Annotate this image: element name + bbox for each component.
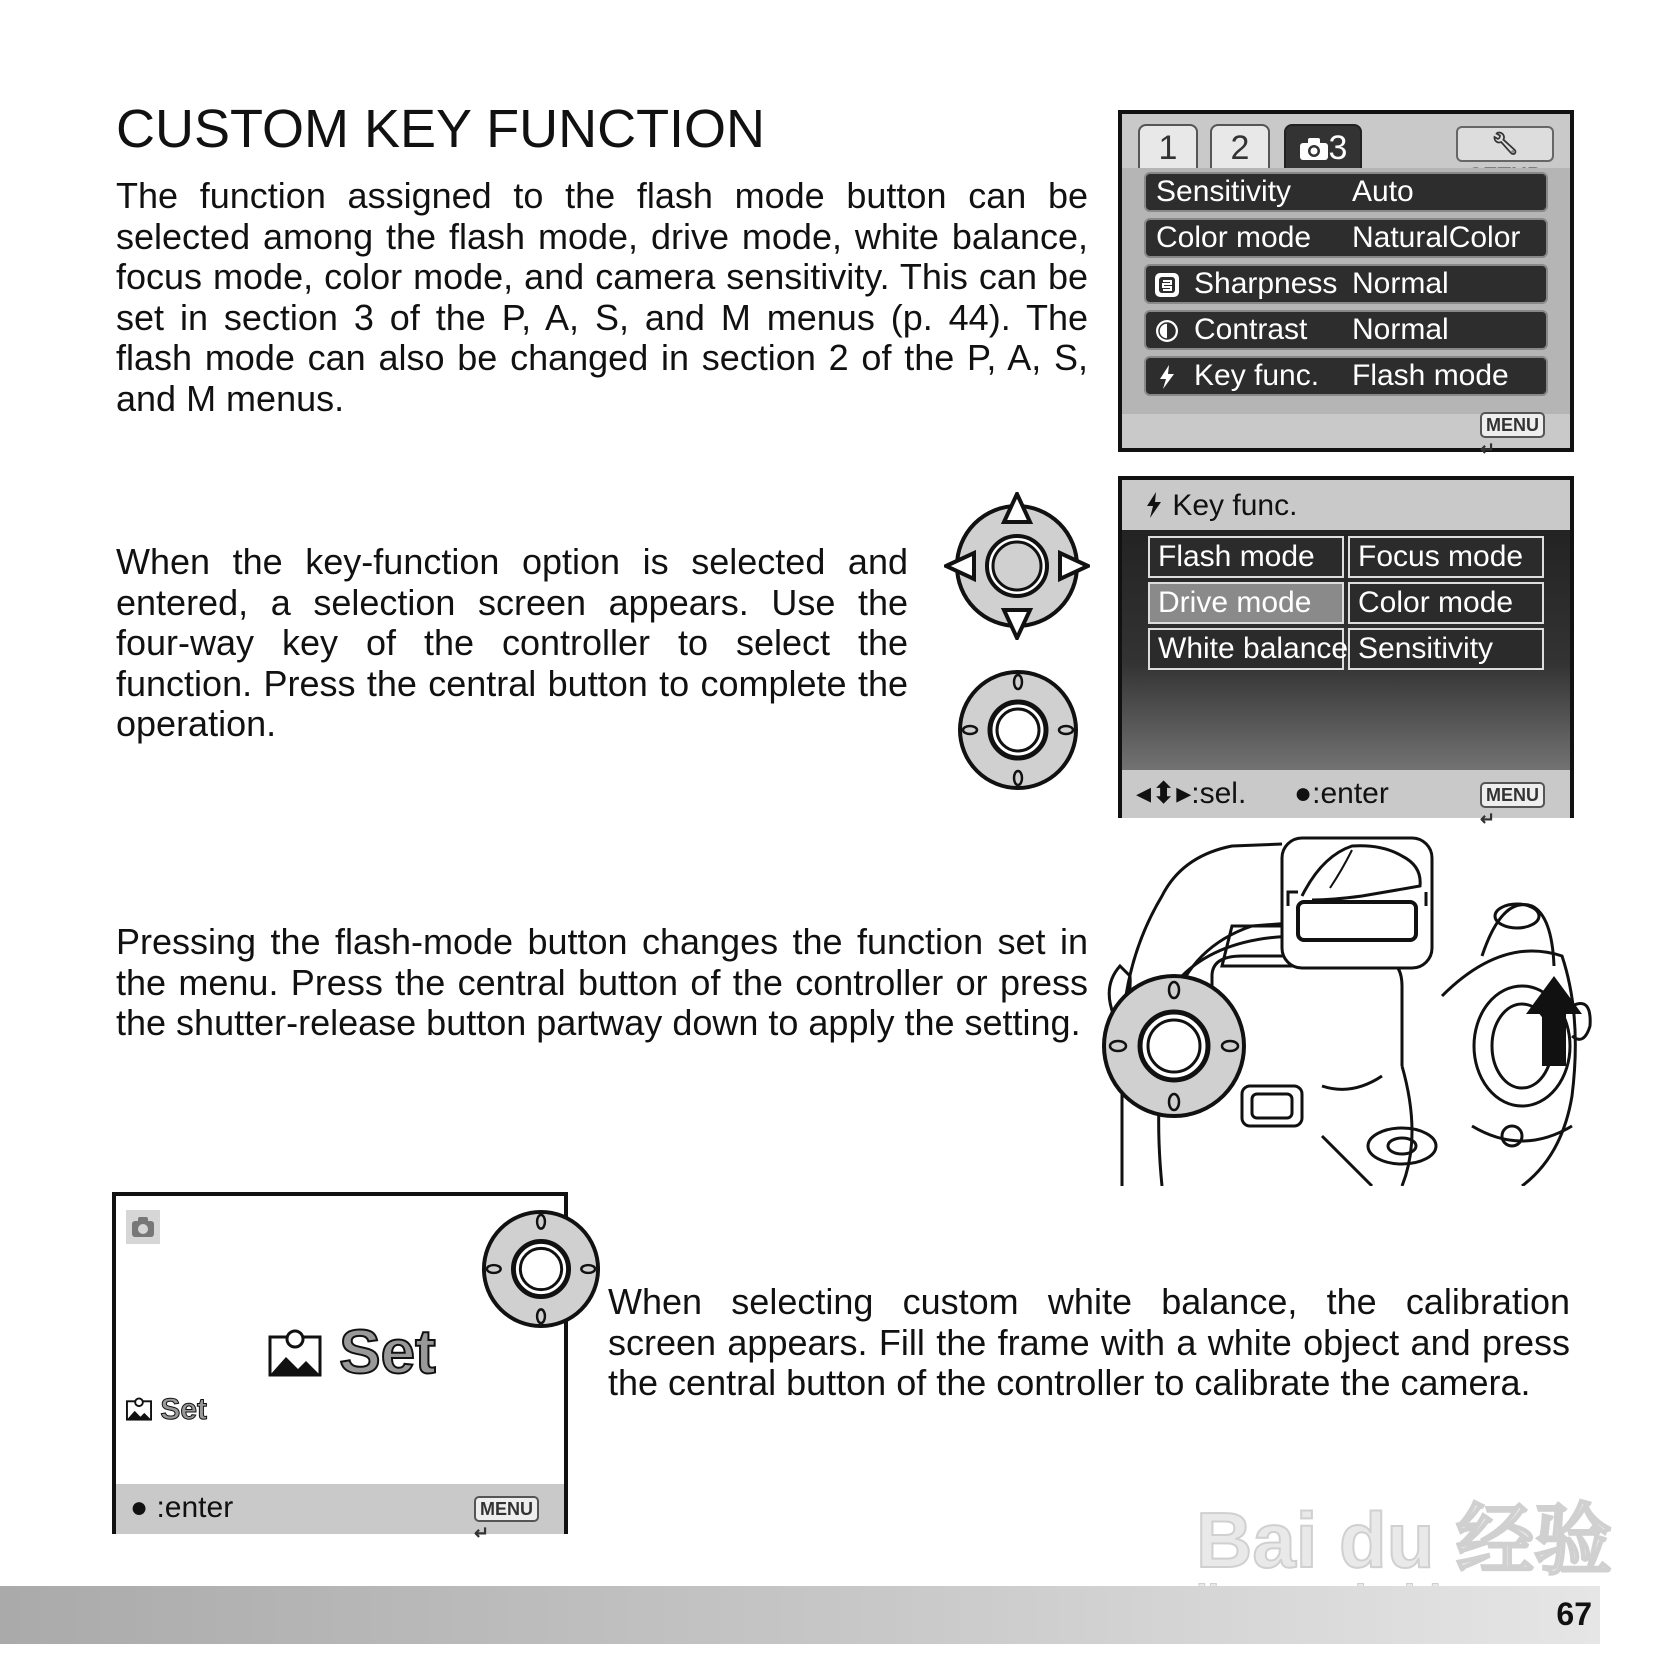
hint-select: ◂⬍▸:sel. bbox=[1136, 777, 1247, 810]
center-button-icon: ● bbox=[130, 1491, 149, 1524]
page-number: 67 bbox=[1556, 1596, 1592, 1632]
option-flash-mode[interactable]: Flash mode bbox=[1148, 536, 1344, 578]
option-focus-mode[interactable]: Focus mode bbox=[1348, 536, 1544, 578]
hint-enter: ●:enter bbox=[1294, 777, 1389, 810]
center-button-icon: ● bbox=[1294, 777, 1313, 810]
keyfunc-screen bbox=[1118, 476, 1574, 829]
camera-mode-icon bbox=[126, 1210, 160, 1244]
option-sensitivity[interactable]: Sensitivity bbox=[1348, 628, 1544, 670]
tab-3[interactable]: 3 bbox=[1284, 124, 1362, 168]
custom-wb-icon bbox=[268, 1329, 322, 1377]
wb-set-large: Set bbox=[268, 1318, 436, 1388]
menu-screen bbox=[1118, 110, 1574, 459]
menu-button[interactable]: MENU ↵ bbox=[474, 1496, 552, 1522]
page-title: CUSTOM KEY FUNCTION bbox=[116, 99, 766, 159]
footer-bar bbox=[0, 1586, 1600, 1644]
return-icon: ↵ bbox=[474, 1523, 490, 1543]
paragraph-intro: The function assigned to the flash mode button can be selected among the flash mode, drive mode, white balance, focus mode, color mode, and camera sensitivity. This can be set in section 3 of the P, A, S, and M menus (p. 44). The flash mode can also be changed in section 2 of the P, A, S, and M menus. bbox=[116, 175, 1088, 419]
tab-2[interactable]: 2 bbox=[1210, 124, 1270, 168]
menu-row-key-func[interactable]: Key func. Flash mode bbox=[1144, 356, 1548, 396]
option-drive-mode[interactable]: Drive mode bbox=[1148, 582, 1344, 624]
wrench-icon: 🔧︎ bbox=[1491, 131, 1519, 156]
four-way-arrows-icon: ◂⬍▸ bbox=[1136, 777, 1192, 810]
custom-wb-icon bbox=[126, 1397, 152, 1421]
camera-icon bbox=[1299, 137, 1329, 161]
watermark-brand: Bai du 经验 bbox=[1196, 1496, 1613, 1584]
contrast-icon bbox=[1154, 318, 1180, 344]
tab-1[interactable]: 1 bbox=[1138, 124, 1198, 168]
menu-button[interactable]: MENU ↵ bbox=[1480, 782, 1558, 808]
hint-enter: ● :enter bbox=[130, 1491, 234, 1524]
flash-icon bbox=[1144, 491, 1164, 519]
paragraph-flash-button: Pressing the flash-mode button changes the function set in the menu. Press the central button of the controller or press the shutter-release button partway down to apply the setting. bbox=[116, 921, 1088, 1043]
option-color-mode[interactable]: Color mode bbox=[1348, 582, 1544, 624]
paragraph-selection: When the key-function option is selected and entered, a selection screen appears. Use the four-way key of the controller to select the function. Press the central button to complete the operation. bbox=[116, 541, 908, 744]
return-icon: ↵ bbox=[1480, 809, 1496, 829]
menu-button[interactable]: MENU ↵ bbox=[1480, 412, 1558, 438]
paragraph-white-balance: When selecting custom white balance, the calibration screen appears. Fill the frame with a white object and press the central button of the controller to calibrate the camera. bbox=[608, 1281, 1570, 1403]
menu-row-sensitivity[interactable]: Sensitivity Auto bbox=[1144, 172, 1548, 212]
flash-icon bbox=[1154, 364, 1180, 390]
menu-tabs bbox=[1138, 124, 1554, 168]
keyfunc-header: Key func. bbox=[1144, 486, 1297, 526]
camera-illustration bbox=[1102, 836, 1592, 1186]
wb-set-small: Set bbox=[126, 1392, 207, 1428]
menu-row-contrast[interactable]: Contrast Normal bbox=[1144, 310, 1548, 350]
menu-row-color-mode[interactable]: Color mode NaturalColor bbox=[1144, 218, 1548, 258]
controller-center-icon bbox=[480, 1208, 602, 1330]
sharpness-icon bbox=[1154, 272, 1180, 298]
menu-row-sharpness[interactable]: Sharpness Normal bbox=[1144, 264, 1548, 304]
return-icon: ↵ bbox=[1480, 439, 1496, 459]
option-white-balance[interactable]: White balance bbox=[1148, 628, 1344, 670]
setup-tab[interactable] bbox=[1456, 126, 1554, 162]
controller-center-icon bbox=[956, 668, 1080, 792]
controller-four-way-icon bbox=[944, 492, 1090, 640]
